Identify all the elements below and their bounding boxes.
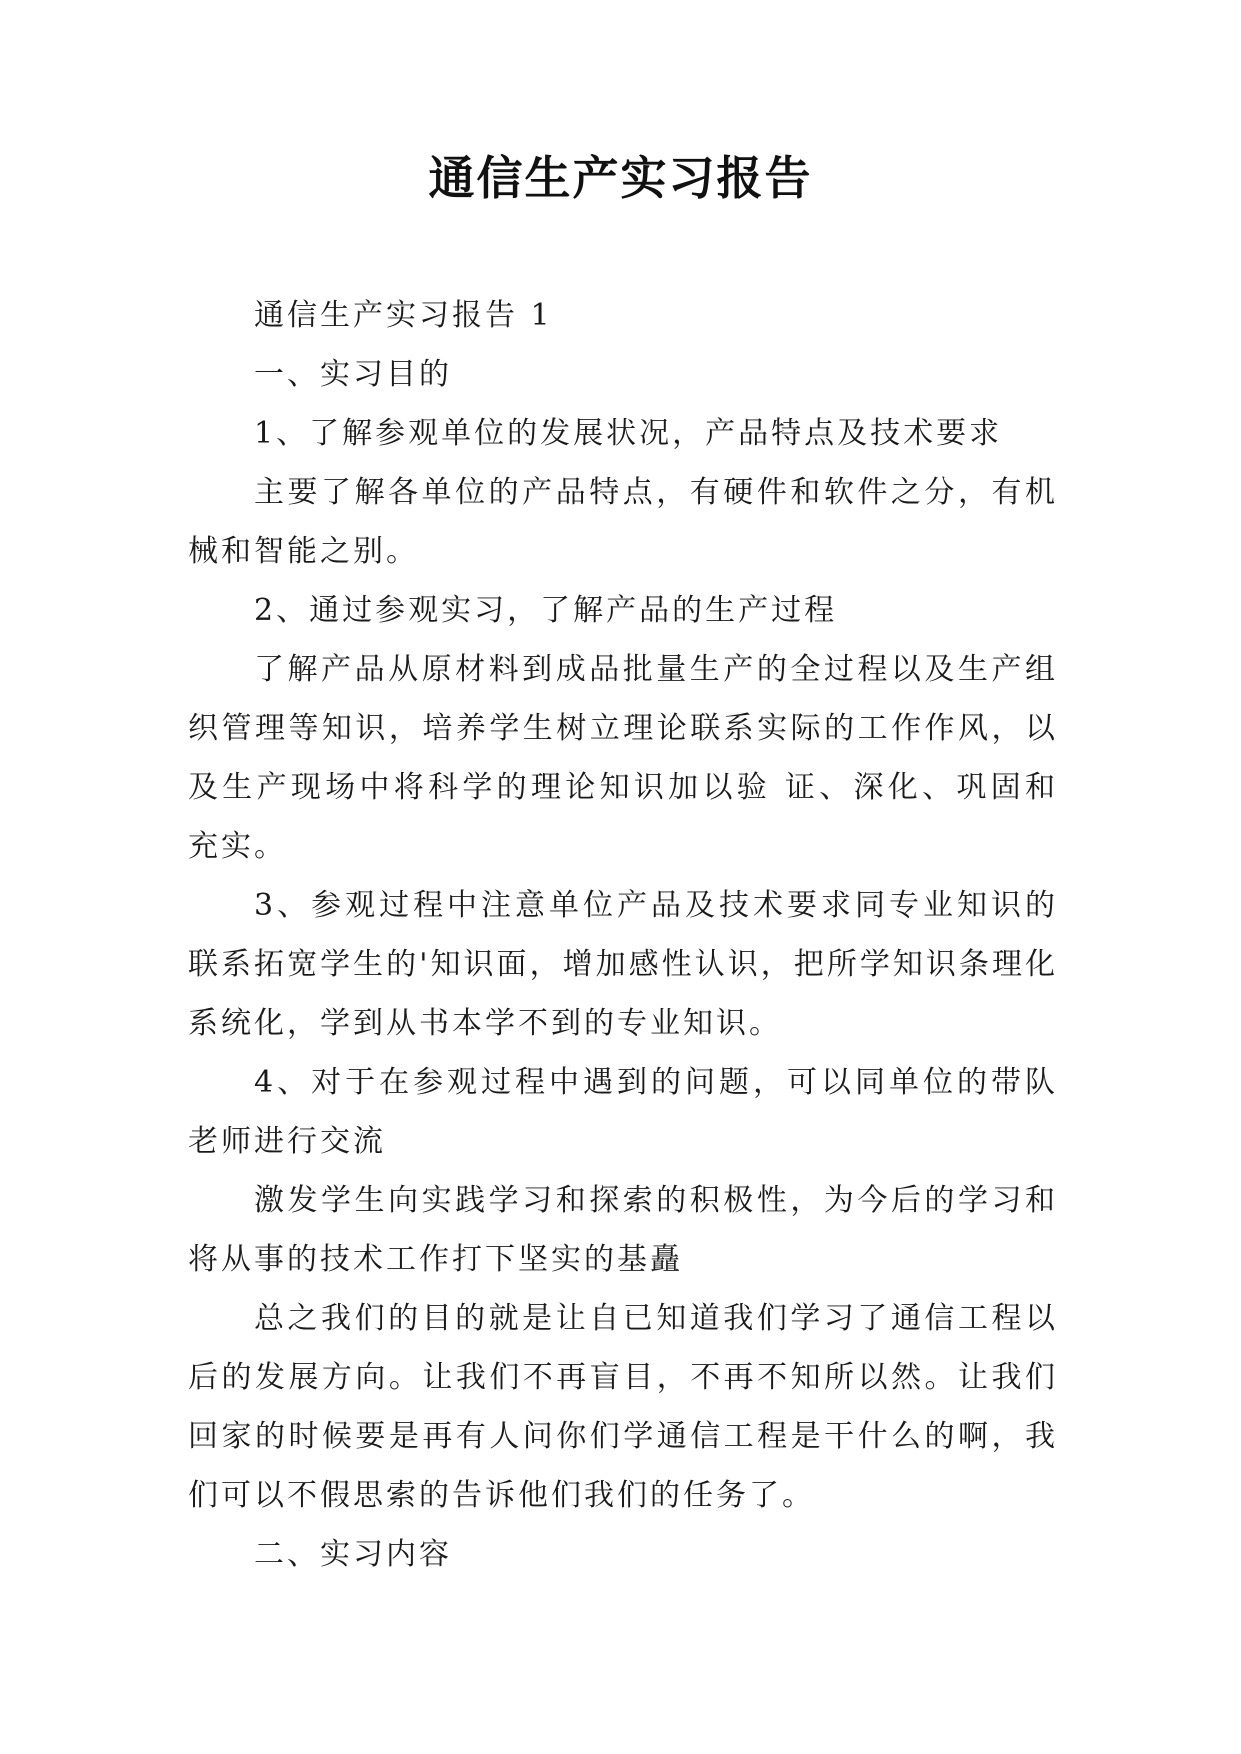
body-paragraph: 激发学生向实践学习和探索的积极性，为今后的学习和将从事的技术工作打下坚实的基矗 <box>188 1183 1058 1277</box>
body-paragraph: 总之我们的目的就是让自已知道我们学习了通信工程以后的发展方向。让我们不再盲目，不再不知所以然。让我们回家的时候要是再有人问你们学通信工程是干什么的啊，我们可以不假思索的告诉他们我们的任务了。 <box>188 1301 1058 1513</box>
body-paragraph: 主要了解各单位的产品特点，有硬件和软件之分，有机械和智能之别。 <box>188 475 1058 569</box>
list-item: 1、了解参观单位的发展状况，产品特点及技术要求 <box>254 416 1003 451</box>
section-heading: 二、实习内容 <box>254 1537 452 1572</box>
list-item: 4、对于在参观过程中遇到的问题，可以同单位的带队老师进行交流 <box>188 1065 1058 1159</box>
document-body <box>188 286 1058 1584</box>
section-heading: 一、实习目的 <box>254 357 452 392</box>
list-item: 2、通过参观实习，了解产品的生产过程 <box>254 593 838 628</box>
document-title: 通信生产实习报告 <box>428 151 813 205</box>
subtitle-paragraph: 通信生产实习报告 1 <box>254 298 553 333</box>
list-item: 3、参观过程中注意单位产品及技术要求同专业知识的联系拓宽学生的'知识面，增加感性认识，把所学知识条理化系统化，学到从书本学不到的专业知识。 <box>188 888 1058 1041</box>
body-paragraph: 了解产品从原材料到成品批量生产的全过程以及生产组织管理等知识，培养学生树立理论联系实际的工作作风，以及生产现场中将科学的理论知识加以验 证、深化、巩固和充实。 <box>188 652 1058 864</box>
